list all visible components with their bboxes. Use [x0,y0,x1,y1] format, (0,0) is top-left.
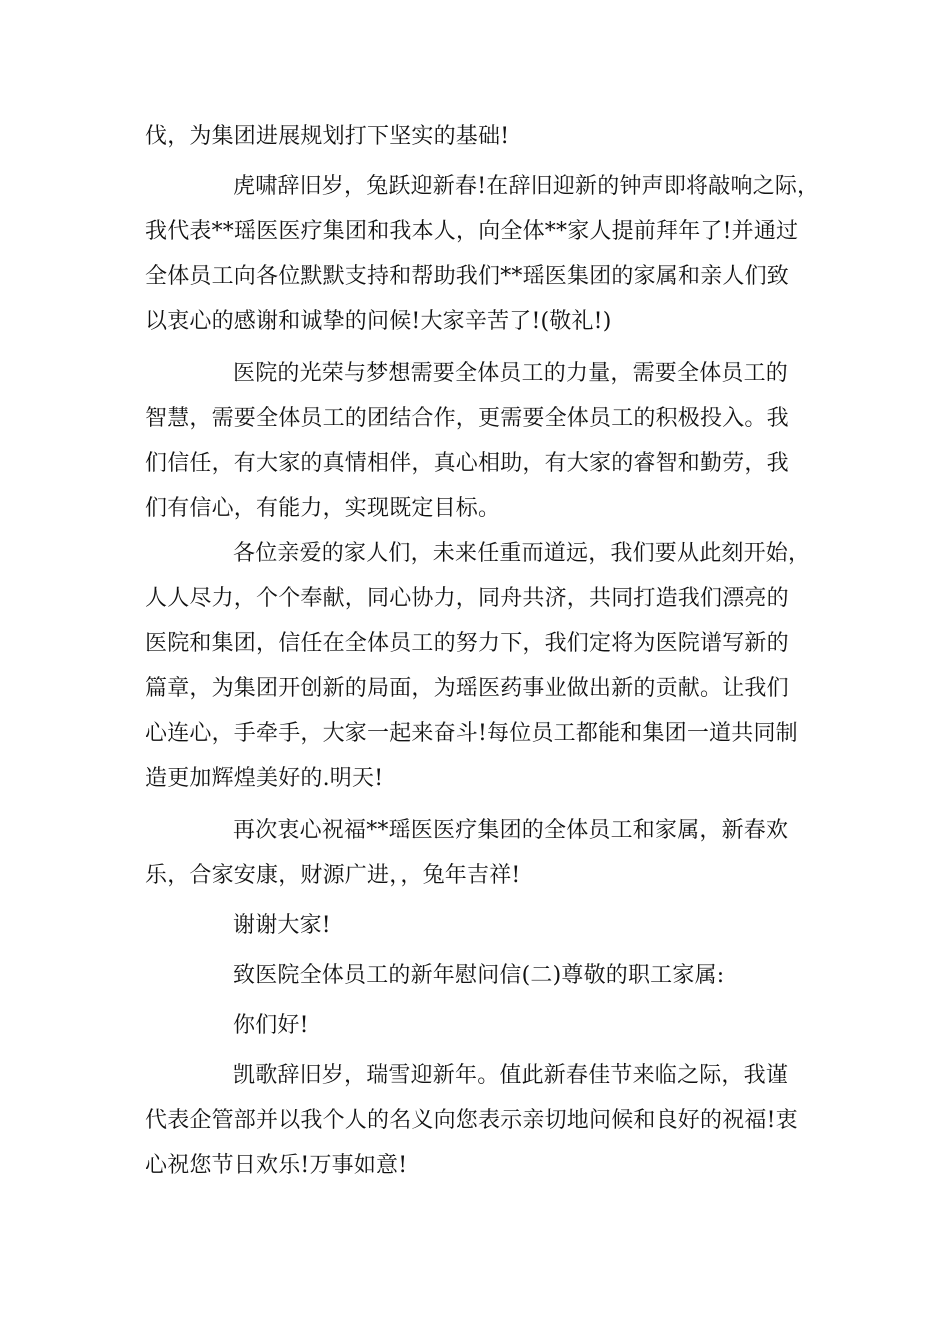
text-line: 心祝您节日欢乐!万事如意! [145,1153,408,1178]
text-line: 以衷心的感谢和诚挚的问候!大家辛苦了!(敬礼!) [145,309,612,334]
text-line: 造更加辉煌美好的.明天! [145,766,384,791]
text-line: 全体员工向各位默默支持和帮助我们**瑶医集团的家属和亲人们致 [145,264,790,289]
paragraph-start: 虎啸辞旧岁，兔跃迎新春!在辞旧迎新的钟声即将敲响之际， [233,174,820,199]
paragraph-start: 医院的光荣与梦想需要全体员工的力量，需要全体员工的 [233,361,789,386]
text-line: 心连心，手牵手，大家一起来奋斗!每位员工都能和集团一道共同制 [145,721,798,746]
text-line: 智慧，需要全体员工的团结合作，更需要全体员工的积极投入。我 [145,406,789,431]
paragraph-start: 各位亲爱的家人们，未来任重而道远，我们要从此刻开始， [233,541,811,566]
text-line: 人人尽力，个个奉献，同心协力，同舟共济，共同打造我们漂亮的 [145,586,789,611]
paragraph-start: 再次衷心祝福**瑶医医疗集团的全体员工和家属，新春欢 [233,818,789,843]
text-line: 们信任，有大家的真情相伴，真心相助，有大家的睿智和勤劳，我 [145,451,789,476]
text-line: 篇章，为集团开创新的局面，为瑶医药事业做出新的贡献。让我们 [145,676,789,701]
text-line: 我代表**瑶医医疗集团和我本人，向全体**家人提前拜年了!并通过 [145,219,799,244]
paragraph-start: 谢谢大家! [233,913,331,938]
text-line: 医院和集团，信任在全体员工的努力下，我们定将为医院谱写新的 [145,631,789,656]
paragraph-start: 你们好! [233,1013,309,1038]
text-line: 代表企管部并以我个人的名义向您表示亲切地问候和良好的祝福!衷 [145,1108,798,1133]
text-line: 伐，为集团进展规划打下坚实的基础! [145,124,510,149]
text-line: 乐，合家安康，财源广进，，兔年吉祥! [145,863,521,888]
text-line: 们有信心，有能力，实现既定目标。 [145,496,501,521]
paragraph-start: 致医院全体员工的新年慰问信(二)尊敬的职工家属: [233,963,725,988]
paragraph-start: 凯歌辞旧岁，瑞雪迎新年。值此新春佳节来临之际，我谨 [233,1063,789,1088]
